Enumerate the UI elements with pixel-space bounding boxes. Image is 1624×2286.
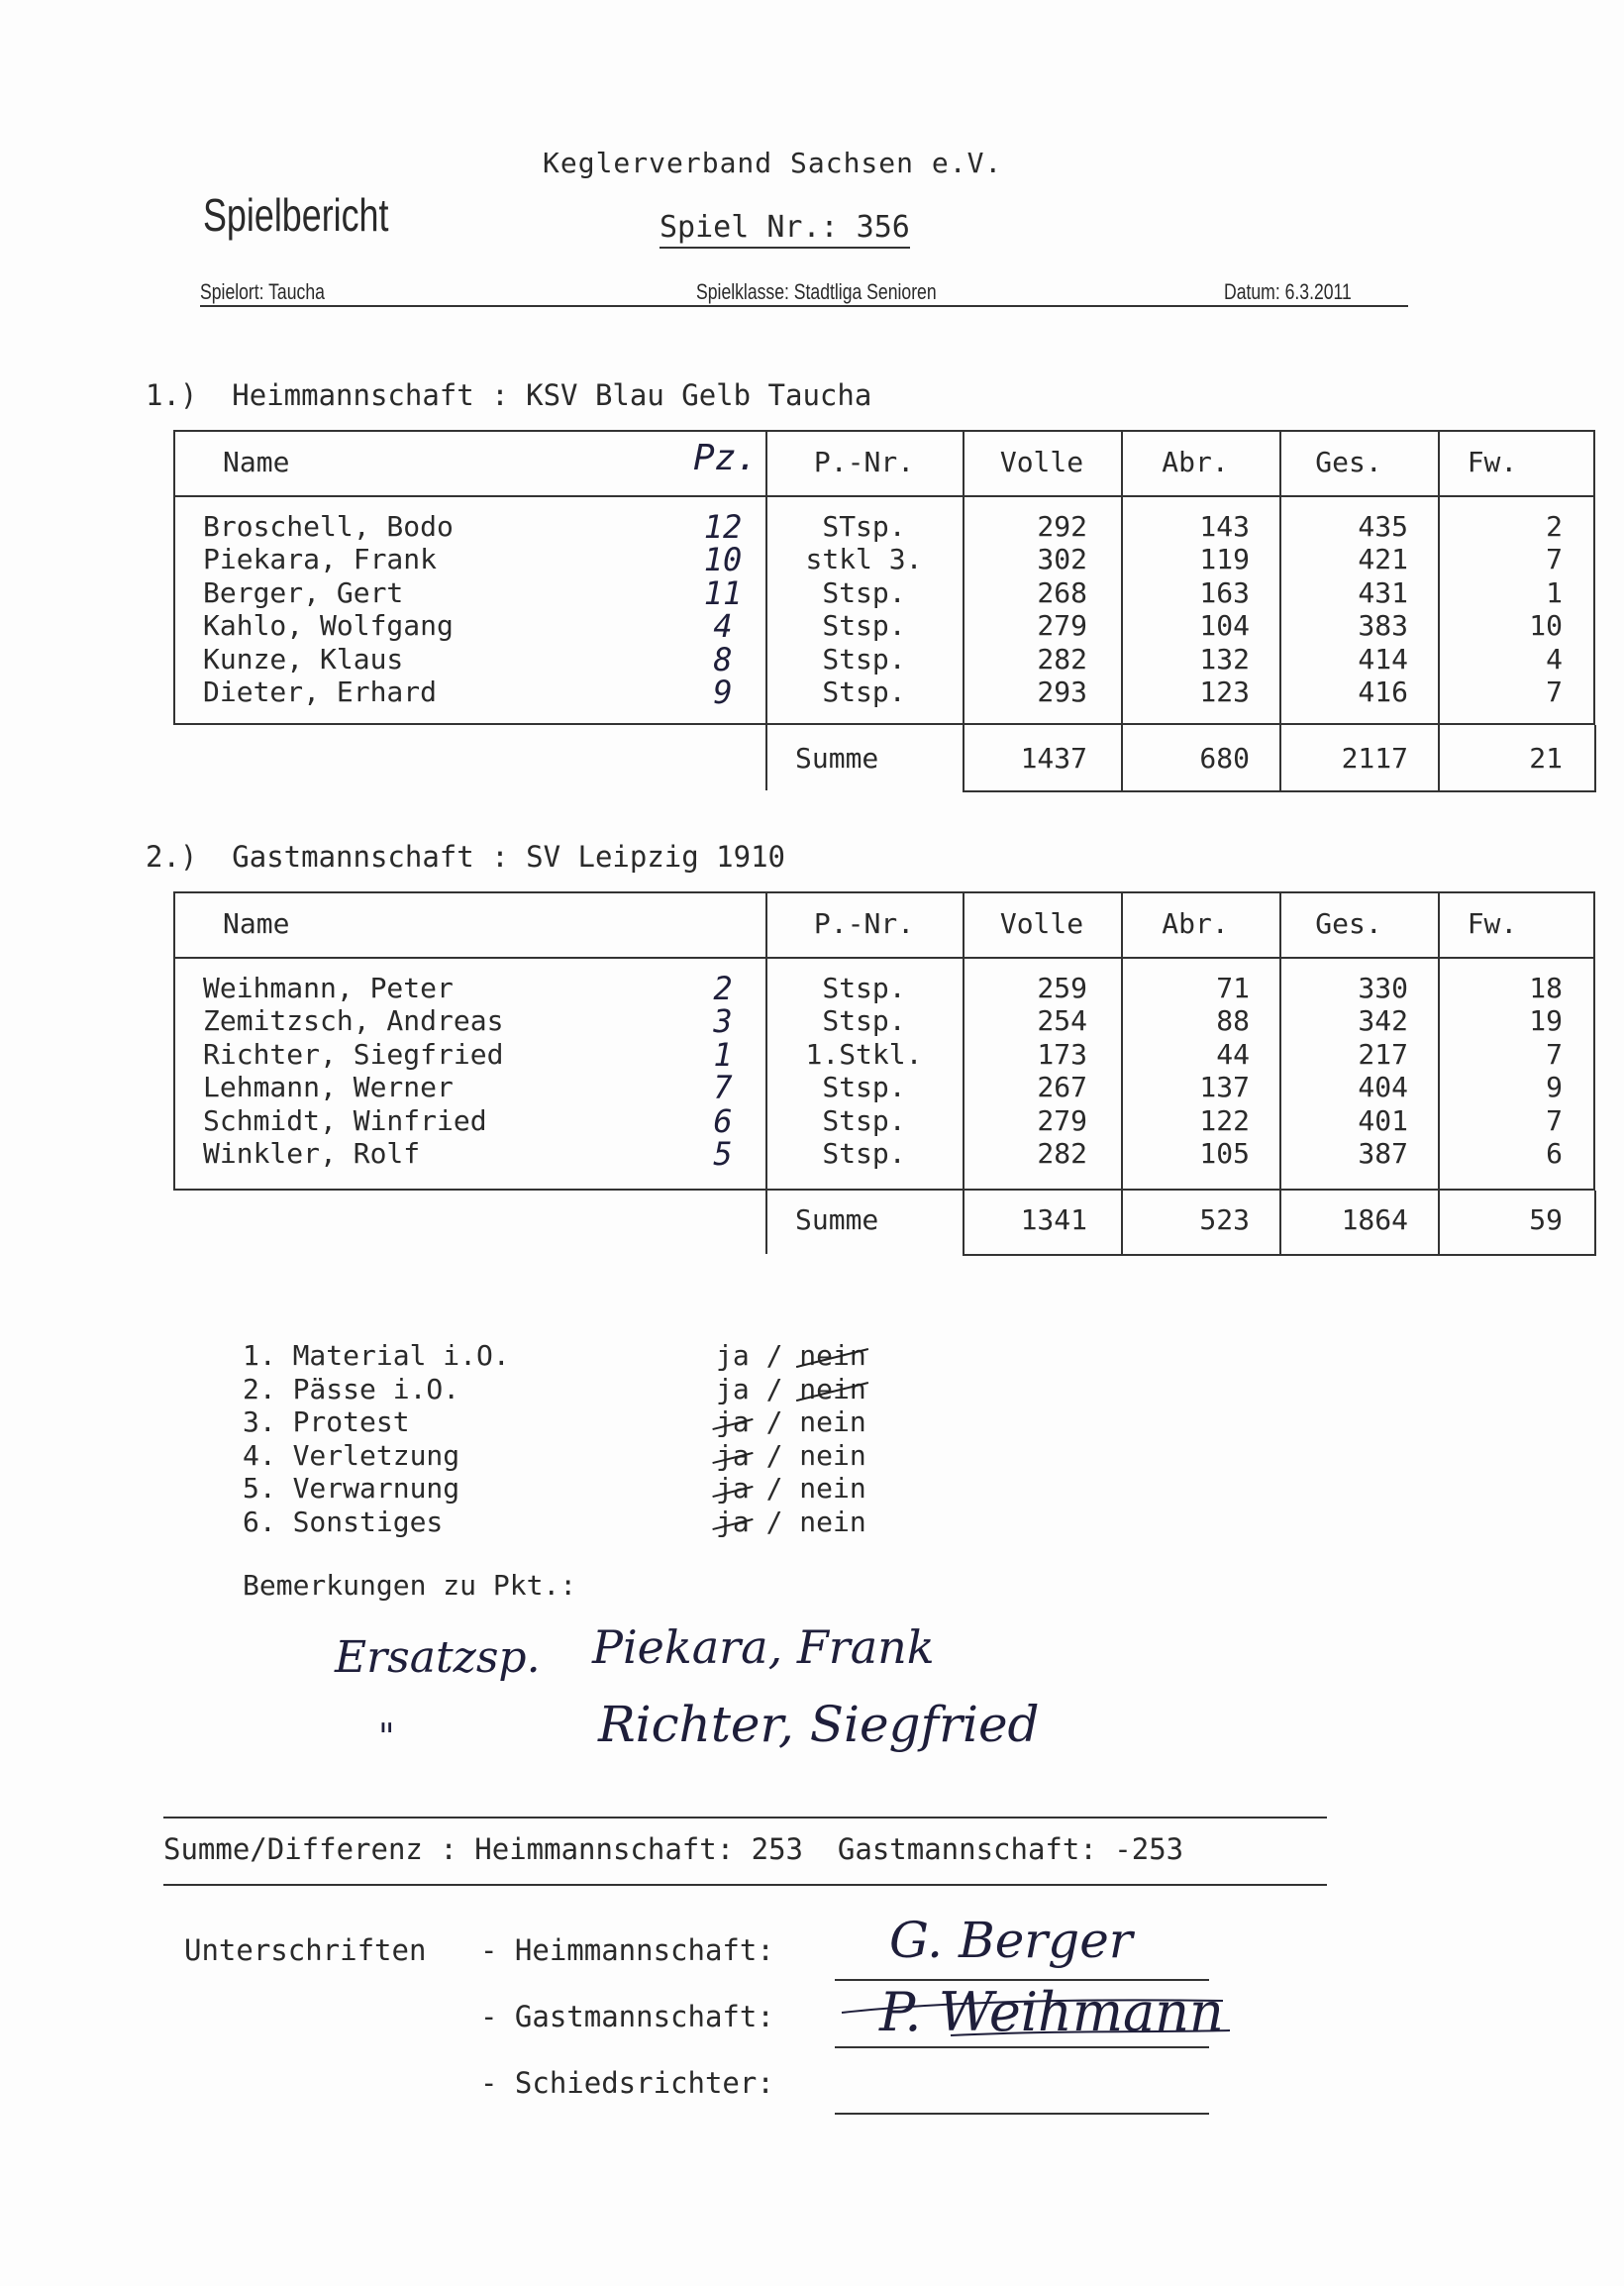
player-name: Lehmann, Werner xyxy=(203,1071,454,1104)
player-ges: 383 xyxy=(1358,609,1408,643)
player-abr: 143 xyxy=(1199,510,1250,543)
checklist-nein: nein xyxy=(799,1438,866,1472)
home-col-ges: Ges. xyxy=(1315,446,1382,478)
guest-sum-abr: 523 xyxy=(1199,1203,1250,1236)
player-abr: 119 xyxy=(1199,543,1250,576)
guest-signature: P. Weihmann xyxy=(879,1981,1224,2043)
player-volle: 282 xyxy=(1037,1137,1087,1170)
player-position: 7 xyxy=(713,1069,733,1107)
player-pass-number: Stsp. xyxy=(822,609,906,643)
player-name: Zemitzsch, Andreas xyxy=(203,1004,504,1038)
player-name: Piekara, Frank xyxy=(203,543,438,576)
player-volle: 267 xyxy=(1037,1071,1087,1104)
player-abr: 104 xyxy=(1199,609,1250,643)
player-fw: 2 xyxy=(1546,510,1563,543)
player-position: 6 xyxy=(713,1101,733,1140)
home-col-pz: Pz. xyxy=(693,438,759,478)
checklist-separator: / xyxy=(765,1372,783,1405)
remarks-label: Bemerkungen zu Pkt.: xyxy=(243,1569,577,1602)
header-rule xyxy=(200,305,1408,307)
player-abr: 132 xyxy=(1199,642,1250,675)
player-pass-number: Stsp. xyxy=(822,642,906,675)
checklist-ja: ja xyxy=(716,1339,750,1372)
checklist-item-label: 3. Protest xyxy=(243,1405,410,1439)
checklist-item-label: 2. Pässe i.O. xyxy=(243,1372,460,1405)
player-position: 10 xyxy=(703,541,743,579)
player-pass-number: Stsp. xyxy=(822,675,906,708)
player-position: 8 xyxy=(713,640,733,678)
totals-text: Summe/Differenz : Heimmannschaft: 253 Gastmannschaft: -253 xyxy=(163,1832,1184,1866)
player-position: 9 xyxy=(713,674,733,711)
remarks-line2-prefix: " xyxy=(378,1717,395,1758)
home-col-name: Name xyxy=(223,446,290,478)
player-abr: 163 xyxy=(1199,575,1250,609)
player-fw: 1 xyxy=(1546,575,1563,609)
venue-field: Spielort: Taucha xyxy=(200,279,325,304)
player-abr: 71 xyxy=(1216,972,1250,1004)
home-sum-abr: 680 xyxy=(1199,742,1250,775)
federation-title: Keglerverband Sachsen e.V. xyxy=(543,147,1003,179)
checklist-separator: / xyxy=(765,1506,783,1538)
checklist-separator: / xyxy=(765,1339,783,1372)
home-signature-label: - Heimmannschaft: xyxy=(480,1933,774,1967)
player-fw: 4 xyxy=(1546,642,1563,675)
player-fw: 7 xyxy=(1546,1037,1563,1071)
player-name: Berger, Gert xyxy=(203,575,404,609)
player-volle: 279 xyxy=(1037,1103,1087,1137)
checklist-ja: ja xyxy=(716,1506,750,1538)
checklist-nein: nein xyxy=(799,1372,866,1405)
player-ges: 217 xyxy=(1358,1037,1408,1071)
guest-sum-volle: 1341 xyxy=(1020,1203,1087,1236)
player-ges: 404 xyxy=(1358,1071,1408,1104)
player-abr: 122 xyxy=(1199,1103,1250,1137)
checklist-answer xyxy=(716,1506,866,1538)
guest-sum-fw: 59 xyxy=(1529,1203,1563,1236)
home-sum-fw: 21 xyxy=(1529,742,1563,775)
player-pass-number: Stsp. xyxy=(822,1004,906,1038)
checklist-nein: nein xyxy=(799,1472,866,1506)
player-volle: 293 xyxy=(1037,675,1087,708)
player-ges: 387 xyxy=(1358,1137,1408,1170)
player-position: 4 xyxy=(713,607,733,646)
player-fw: 18 xyxy=(1529,972,1563,1004)
checklist-item-label: 1. Material i.O. xyxy=(243,1339,510,1372)
player-volle: 282 xyxy=(1037,642,1087,675)
player-volle: 268 xyxy=(1037,575,1087,609)
checklist-answer xyxy=(716,1472,866,1505)
checklist-ja: ja xyxy=(716,1405,750,1439)
player-ges: 414 xyxy=(1358,642,1408,675)
player-name: Kunze, Klaus xyxy=(203,642,404,675)
player-ges: 431 xyxy=(1358,575,1408,609)
player-abr: 105 xyxy=(1199,1137,1250,1170)
date-field: Datum: 6.3.2011 xyxy=(1224,279,1352,304)
checklist-separator: / xyxy=(765,1405,783,1439)
checklist-separator: / xyxy=(765,1438,783,1472)
player-name: Winkler, Rolf xyxy=(203,1137,421,1170)
home-col-pnr: P.-Nr. xyxy=(813,446,915,478)
player-volle: 279 xyxy=(1037,609,1087,643)
home-col-fw: Fw. xyxy=(1467,446,1518,478)
checklist-answer xyxy=(716,1405,866,1438)
player-ges: 330 xyxy=(1358,972,1408,1004)
checklist-ja: ja xyxy=(716,1372,750,1405)
player-pass-number: Stsp. xyxy=(822,1137,906,1170)
player-fw: 7 xyxy=(1546,543,1563,576)
player-ges: 435 xyxy=(1358,510,1408,543)
totals-rule-top xyxy=(163,1817,1327,1818)
player-name: Schmidt, Winfried xyxy=(203,1103,487,1137)
player-pass-number: Stsp. xyxy=(822,1103,906,1137)
checklist-answer xyxy=(716,1339,866,1372)
totals-rule-bottom xyxy=(163,1884,1327,1886)
checklist-ja: ja xyxy=(716,1472,750,1506)
player-volle: 259 xyxy=(1037,972,1087,1004)
home-sum-volle: 1437 xyxy=(1020,742,1087,775)
guest-col-pnr: P.-Nr. xyxy=(813,907,915,940)
player-position: 12 xyxy=(703,508,743,546)
checklist-nein: nein xyxy=(799,1405,866,1439)
league-field: Spielklasse: Stadtliga Senioren xyxy=(696,279,937,304)
home-col-abr: Abr. xyxy=(1162,446,1229,478)
player-position: 2 xyxy=(713,970,733,1007)
checklist-ja: ja xyxy=(716,1438,750,1472)
checklist-item-label: 5. Verwarnung xyxy=(243,1472,460,1506)
player-name: Broschell, Bodo xyxy=(203,510,454,543)
player-pass-number: Stsp. xyxy=(822,972,906,1004)
player-ges: 416 xyxy=(1358,675,1408,708)
player-volle: 173 xyxy=(1037,1037,1087,1071)
guest-sum-label: Summe xyxy=(795,1203,879,1236)
guest-col-abr: Abr. xyxy=(1162,907,1229,940)
report-title: Spielbericht xyxy=(203,189,389,241)
player-fw: 6 xyxy=(1546,1137,1563,1170)
referee-signature-label: - Schiedsrichter: xyxy=(480,2066,774,2100)
game-number: Spiel Nr.: 356 xyxy=(660,210,910,249)
guest-col-ges: Ges. xyxy=(1315,907,1382,940)
player-abr: 137 xyxy=(1199,1071,1250,1104)
player-position: 5 xyxy=(713,1135,733,1173)
checklist-nein: nein xyxy=(799,1506,866,1538)
player-position: 11 xyxy=(703,573,743,612)
home-sum-ges: 2117 xyxy=(1341,742,1408,775)
player-position: 3 xyxy=(713,1002,733,1041)
player-fw: 7 xyxy=(1546,675,1563,708)
player-name: Richter, Siegfried xyxy=(203,1037,504,1071)
remarks-line2-name: Richter, Siegfried xyxy=(598,1696,1040,1753)
checklist-separator: / xyxy=(765,1472,783,1506)
signatures-label: Unterschriften xyxy=(184,1933,427,1967)
player-fw: 7 xyxy=(1546,1103,1563,1137)
guest-col-fw: Fw. xyxy=(1467,907,1518,940)
guest-sum-ges: 1864 xyxy=(1341,1203,1408,1236)
player-abr: 44 xyxy=(1216,1037,1250,1071)
checklist-item-label: 6. Sonstiges xyxy=(243,1506,444,1538)
home-signature: G. Berger xyxy=(889,1912,1133,1969)
player-name: Weihmann, Peter xyxy=(203,972,454,1004)
home-sum-label: Summe xyxy=(795,742,879,775)
player-name: Dieter, Erhard xyxy=(203,675,438,708)
player-abr: 88 xyxy=(1216,1004,1250,1038)
referee-signature-line xyxy=(835,2113,1209,2115)
remarks-line1-prefix: Ersatzsp. xyxy=(335,1632,541,1683)
player-ges: 421 xyxy=(1358,543,1408,576)
player-fw: 9 xyxy=(1546,1071,1563,1104)
player-pass-number: STsp. xyxy=(822,510,906,543)
guest-signature-label: - Gastmannschaft: xyxy=(480,2000,774,2033)
guest-heading: 2.) Gastmannschaft : SV Leipzig 1910 xyxy=(146,840,786,874)
player-ges: 342 xyxy=(1358,1004,1408,1038)
checklist-item-label: 4. Verletzung xyxy=(243,1438,460,1472)
player-fw: 19 xyxy=(1529,1004,1563,1038)
player-pass-number: Stsp. xyxy=(822,575,906,609)
guest-col-volle: Volle xyxy=(999,907,1084,940)
home-heading: 1.) Heimmannschaft : KSV Blau Gelb Taucha xyxy=(146,378,872,412)
player-position: 1 xyxy=(713,1035,733,1074)
player-name: Kahlo, Wolfgang xyxy=(203,609,454,643)
remarks-line1-name: Piekara, Frank xyxy=(592,1620,935,1674)
player-volle: 254 xyxy=(1037,1004,1087,1038)
guest-col-name: Name xyxy=(223,907,290,940)
player-pass-number: stkl 3. xyxy=(805,543,923,576)
home-col-volle: Volle xyxy=(999,446,1084,478)
player-fw: 10 xyxy=(1529,609,1563,643)
player-volle: 292 xyxy=(1037,510,1087,543)
player-ges: 401 xyxy=(1358,1103,1408,1137)
signature-flourish xyxy=(832,1941,1248,2060)
checklist-answer xyxy=(716,1373,866,1405)
checklist-nein: nein xyxy=(799,1339,866,1372)
checklist-answer xyxy=(716,1439,866,1472)
player-pass-number: 1.Stkl. xyxy=(805,1037,923,1071)
player-pass-number: Stsp. xyxy=(822,1071,906,1104)
player-abr: 123 xyxy=(1199,675,1250,708)
player-volle: 302 xyxy=(1037,543,1087,576)
